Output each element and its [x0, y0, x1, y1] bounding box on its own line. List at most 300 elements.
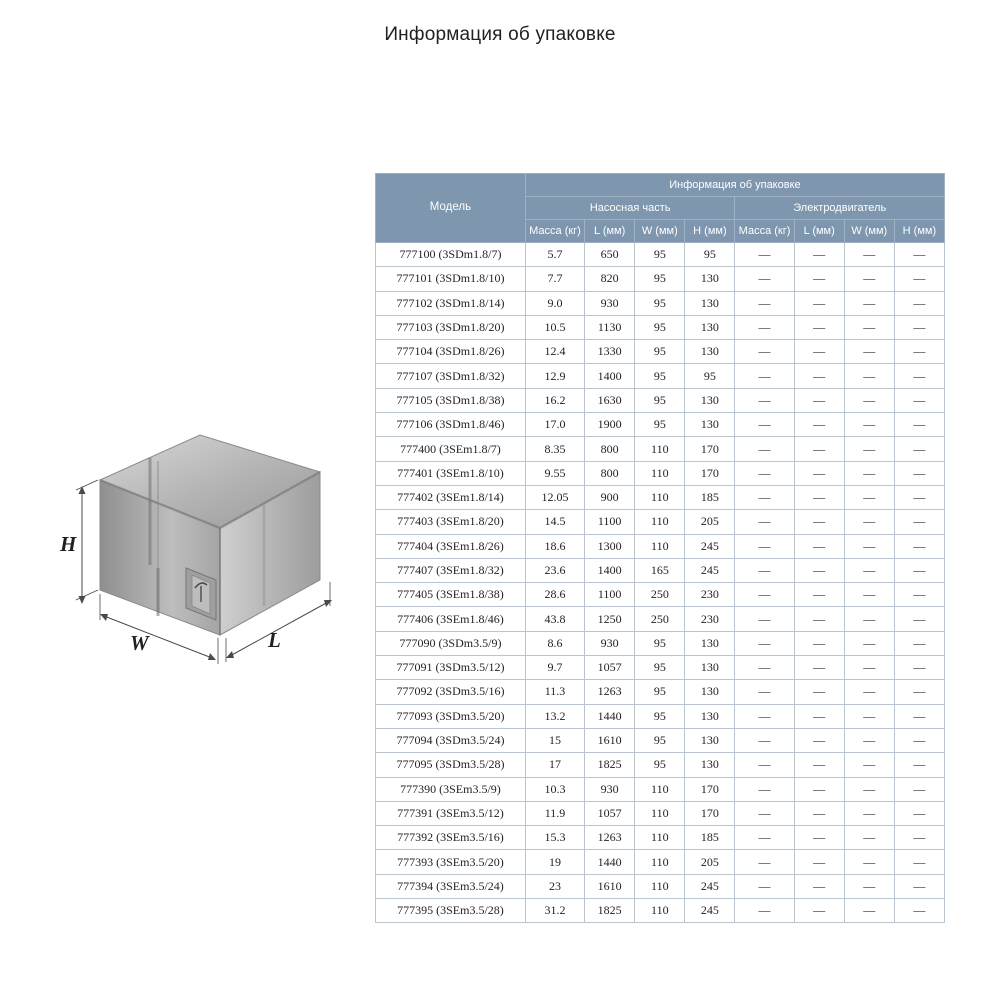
cell-pump-l: 1263: [585, 680, 635, 704]
l-arrow-left: [226, 651, 234, 658]
cell-motor-mass: —: [735, 340, 794, 364]
cell-pump-h: 130: [685, 413, 735, 437]
header-group-pump: Насосная часть: [525, 197, 735, 220]
cell-pump-mass: 23.6: [525, 558, 584, 582]
cell-model: 777105 (3SDm1.8/38): [376, 388, 526, 412]
cell-motor-mass: —: [735, 631, 794, 655]
cell-model: 777101 (3SDm1.8/10): [376, 267, 526, 291]
cell-motor-w: —: [844, 753, 894, 777]
cell-pump-w: 95: [635, 680, 685, 704]
cell-motor-h: —: [894, 364, 944, 388]
cell-pump-w: 165: [635, 558, 685, 582]
cell-pump-w: 95: [635, 364, 685, 388]
cell-motor-l: —: [794, 631, 844, 655]
cell-pump-l: 1400: [585, 558, 635, 582]
cell-pump-l: 800: [585, 437, 635, 461]
cell-pump-h: 185: [685, 485, 735, 509]
cell-motor-w: —: [844, 656, 894, 680]
cell-pump-mass: 17.0: [525, 413, 584, 437]
table-row: [376, 728, 945, 752]
cell-pump-l: 800: [585, 461, 635, 485]
cell-pump-mass: 9.55: [525, 461, 584, 485]
header-model: Модель: [376, 174, 526, 243]
cell-pump-l: 650: [585, 243, 635, 267]
cell-motor-mass: —: [735, 704, 794, 728]
table-row: [376, 558, 945, 582]
table-row: [376, 874, 945, 898]
cell-model: 777100 (3SDm1.8/7): [376, 243, 526, 267]
cell-pump-mass: 15: [525, 728, 584, 752]
cell-model: 777393 (3SEm3.5/20): [376, 850, 526, 874]
cell-pump-mass: 17: [525, 753, 584, 777]
cell-pump-mass: 8.6: [525, 631, 584, 655]
cell-pump-mass: 7.7: [525, 267, 584, 291]
cell-model: 777400 (3SEm1.8/7): [376, 437, 526, 461]
cell-pump-w: 110: [635, 801, 685, 825]
cell-motor-h: —: [894, 583, 944, 607]
cell-motor-mass: —: [735, 899, 794, 923]
cell-model: 777392 (3SEm3.5/16): [376, 826, 526, 850]
header-group-title: Информация об упаковке: [525, 174, 944, 197]
cell-motor-mass: —: [735, 826, 794, 850]
cell-motor-mass: —: [735, 558, 794, 582]
cell-pump-l: 1825: [585, 753, 635, 777]
cell-pump-mass: 16.2: [525, 388, 584, 412]
table-row: [376, 461, 945, 485]
cell-pump-h: 245: [685, 899, 735, 923]
cell-motor-w: —: [844, 340, 894, 364]
cell-motor-w: —: [844, 534, 894, 558]
cell-model: 777093 (3SDm3.5/20): [376, 704, 526, 728]
cell-motor-h: —: [894, 753, 944, 777]
cell-motor-l: —: [794, 777, 844, 801]
cell-pump-w: 110: [635, 510, 685, 534]
cell-motor-h: —: [894, 656, 944, 680]
cell-pump-w: 95: [635, 388, 685, 412]
cell-pump-mass: 23: [525, 874, 584, 898]
cell-motor-h: —: [894, 291, 944, 315]
cell-pump-l: 1057: [585, 801, 635, 825]
cell-motor-w: —: [844, 413, 894, 437]
cell-motor-l: —: [794, 704, 844, 728]
cell-pump-l: 900: [585, 485, 635, 509]
table-row: [376, 413, 945, 437]
cell-pump-mass: 43.8: [525, 607, 584, 631]
cell-pump-mass: 11.3: [525, 680, 584, 704]
cell-pump-h: 230: [685, 583, 735, 607]
cell-pump-h: 130: [685, 291, 735, 315]
cell-motor-l: —: [794, 607, 844, 631]
cell-motor-mass: —: [735, 777, 794, 801]
h-guide-bottom: [76, 590, 98, 600]
cell-pump-mass: 13.2: [525, 704, 584, 728]
cell-motor-mass: —: [735, 485, 794, 509]
cell-model: 777407 (3SEm1.8/32): [376, 558, 526, 582]
cell-motor-w: —: [844, 583, 894, 607]
table-row: [376, 534, 945, 558]
cell-model: 777406 (3SEm1.8/46): [376, 607, 526, 631]
cell-motor-h: —: [894, 437, 944, 461]
cell-motor-mass: —: [735, 364, 794, 388]
cell-motor-w: —: [844, 850, 894, 874]
header-motor-l: L (мм): [794, 220, 844, 243]
cell-pump-w: 95: [635, 315, 685, 339]
cell-motor-l: —: [794, 315, 844, 339]
cell-pump-w: 95: [635, 728, 685, 752]
cell-motor-l: —: [794, 850, 844, 874]
table-row: [376, 437, 945, 461]
cell-pump-mass: 11.9: [525, 801, 584, 825]
cell-model: 777402 (3SEm1.8/14): [376, 485, 526, 509]
cell-motor-l: —: [794, 656, 844, 680]
table-row: [376, 485, 945, 509]
cell-motor-mass: —: [735, 656, 794, 680]
cell-pump-h: 170: [685, 437, 735, 461]
cell-motor-w: —: [844, 680, 894, 704]
cell-pump-w: 250: [635, 607, 685, 631]
cell-motor-w: —: [844, 243, 894, 267]
header-pump-mass: Масса (кг): [525, 220, 584, 243]
cell-motor-mass: —: [735, 583, 794, 607]
cell-pump-l: 1057: [585, 656, 635, 680]
cell-motor-h: —: [894, 899, 944, 923]
cell-motor-w: —: [844, 291, 894, 315]
cell-motor-w: —: [844, 485, 894, 509]
cell-pump-w: 110: [635, 850, 685, 874]
cell-pump-mass: 12.4: [525, 340, 584, 364]
cell-motor-w: —: [844, 704, 894, 728]
cell-pump-l: 1610: [585, 728, 635, 752]
cell-pump-h: 95: [685, 364, 735, 388]
cell-motor-l: —: [794, 243, 844, 267]
cell-pump-h: 130: [685, 631, 735, 655]
header-pump-w: W (мм): [635, 220, 685, 243]
cell-motor-h: —: [894, 607, 944, 631]
table-row: [376, 607, 945, 631]
cell-motor-l: —: [794, 558, 844, 582]
cell-pump-h: 170: [685, 461, 735, 485]
cell-model: 777102 (3SDm1.8/14): [376, 291, 526, 315]
cell-motor-mass: —: [735, 437, 794, 461]
table-body: [376, 243, 945, 923]
table-header-row-1: [376, 174, 945, 197]
cell-pump-h: 130: [685, 753, 735, 777]
cell-pump-w: 110: [635, 874, 685, 898]
table-row: [376, 656, 945, 680]
table-row: [376, 291, 945, 315]
cell-pump-mass: 18.6: [525, 534, 584, 558]
cell-pump-w: 95: [635, 340, 685, 364]
cell-pump-mass: 15.3: [525, 826, 584, 850]
cell-pump-mass: 12.9: [525, 364, 584, 388]
cell-pump-h: 170: [685, 801, 735, 825]
cell-model: 777401 (3SEm1.8/10): [376, 461, 526, 485]
cell-model: 777107 (3SDm1.8/32): [376, 364, 526, 388]
cell-motor-w: —: [844, 607, 894, 631]
page-title: Информация об упаковке: [384, 24, 616, 45]
cell-motor-h: —: [894, 243, 944, 267]
cell-motor-l: —: [794, 267, 844, 291]
cell-motor-w: —: [844, 558, 894, 582]
cell-motor-l: —: [794, 510, 844, 534]
cell-motor-l: —: [794, 583, 844, 607]
header-group-motor: Электродвигатель: [735, 197, 945, 220]
cell-pump-h: 185: [685, 826, 735, 850]
cell-motor-l: —: [794, 291, 844, 315]
cell-motor-h: —: [894, 704, 944, 728]
cell-motor-h: —: [894, 826, 944, 850]
cell-pump-h: 170: [685, 777, 735, 801]
cell-pump-l: 1100: [585, 583, 635, 607]
cell-motor-mass: —: [735, 850, 794, 874]
cell-motor-mass: —: [735, 267, 794, 291]
packaging-table: [375, 173, 945, 923]
cell-motor-l: —: [794, 680, 844, 704]
cell-motor-w: —: [844, 364, 894, 388]
cell-motor-h: —: [894, 777, 944, 801]
cell-pump-h: 130: [685, 704, 735, 728]
carton-box-illustration: [40, 420, 360, 680]
table-row: [376, 340, 945, 364]
cell-motor-w: —: [844, 315, 894, 339]
cell-model: 777091 (3SDm3.5/12): [376, 656, 526, 680]
cell-model: 777106 (3SDm1.8/46): [376, 413, 526, 437]
cell-model: 777090 (3SDm3.5/9): [376, 631, 526, 655]
header-motor-mass: Масса (кг): [735, 220, 794, 243]
cell-motor-w: —: [844, 437, 894, 461]
cell-pump-h: 245: [685, 534, 735, 558]
cell-pump-l: 1630: [585, 388, 635, 412]
cell-motor-l: —: [794, 753, 844, 777]
cell-pump-mass: 31.2: [525, 899, 584, 923]
table-row: [376, 899, 945, 923]
cell-model: 777391 (3SEm3.5/12): [376, 801, 526, 825]
cell-pump-w: 95: [635, 291, 685, 315]
table-row: [376, 850, 945, 874]
cell-model: 777094 (3SDm3.5/24): [376, 728, 526, 752]
cell-motor-h: —: [894, 315, 944, 339]
table-row: [376, 680, 945, 704]
cell-motor-w: —: [844, 728, 894, 752]
cell-pump-l: 1300: [585, 534, 635, 558]
l-label: L: [268, 628, 281, 652]
carton-box-svg: [40, 420, 360, 680]
table-row: [376, 631, 945, 655]
cell-model: 777404 (3SEm1.8/26): [376, 534, 526, 558]
cell-pump-l: 1825: [585, 899, 635, 923]
cell-motor-w: —: [844, 631, 894, 655]
cell-pump-mass: 28.6: [525, 583, 584, 607]
cell-pump-h: 130: [685, 680, 735, 704]
cell-motor-h: —: [894, 413, 944, 437]
cell-pump-mass: 12.05: [525, 485, 584, 509]
cell-motor-l: —: [794, 437, 844, 461]
cell-pump-h: 130: [685, 388, 735, 412]
cell-motor-w: —: [844, 801, 894, 825]
cell-motor-h: —: [894, 801, 944, 825]
cell-pump-l: 1263: [585, 826, 635, 850]
table-row: [376, 510, 945, 534]
cell-pump-l: 1610: [585, 874, 635, 898]
table-row: [376, 267, 945, 291]
cell-motor-w: —: [844, 777, 894, 801]
cell-pump-mass: 14.5: [525, 510, 584, 534]
cell-pump-w: 95: [635, 243, 685, 267]
cell-pump-w: 110: [635, 826, 685, 850]
cell-model: 777390 (3SEm3.5/9): [376, 777, 526, 801]
cell-motor-h: —: [894, 850, 944, 874]
cell-pump-l: 1440: [585, 704, 635, 728]
cell-motor-l: —: [794, 388, 844, 412]
cell-motor-mass: —: [735, 291, 794, 315]
cell-motor-w: —: [844, 267, 894, 291]
cell-model: 777394 (3SEm3.5/24): [376, 874, 526, 898]
cell-pump-h: 205: [685, 510, 735, 534]
table-row: [376, 704, 945, 728]
header-pump-h: H (мм): [685, 220, 735, 243]
cell-pump-l: 820: [585, 267, 635, 291]
cell-pump-w: 95: [635, 753, 685, 777]
table-row: [376, 388, 945, 412]
cell-pump-w: 250: [635, 583, 685, 607]
cell-motor-mass: —: [735, 534, 794, 558]
cell-pump-mass: 9.7: [525, 656, 584, 680]
cell-pump-l: 1400: [585, 364, 635, 388]
cell-model: 777395 (3SEm3.5/28): [376, 899, 526, 923]
cell-motor-h: —: [894, 340, 944, 364]
cell-pump-mass: 9.0: [525, 291, 584, 315]
cell-motor-mass: —: [735, 510, 794, 534]
cell-pump-w: 110: [635, 461, 685, 485]
cell-motor-mass: —: [735, 461, 794, 485]
cell-model: 777095 (3SDm3.5/28): [376, 753, 526, 777]
cell-pump-w: 110: [635, 534, 685, 558]
table-row: [376, 826, 945, 850]
cell-pump-h: 130: [685, 340, 735, 364]
cell-motor-h: —: [894, 388, 944, 412]
table-row: [376, 315, 945, 339]
table-row: [376, 801, 945, 825]
cell-motor-mass: —: [735, 728, 794, 752]
cell-pump-l: 930: [585, 777, 635, 801]
w-arrow-left: [100, 614, 108, 621]
table-row: [376, 364, 945, 388]
cell-motor-w: —: [844, 826, 894, 850]
cell-pump-w: 95: [635, 267, 685, 291]
cell-pump-l: 930: [585, 291, 635, 315]
cell-pump-l: 1100: [585, 510, 635, 534]
cell-pump-l: 1900: [585, 413, 635, 437]
cell-motor-w: —: [844, 388, 894, 412]
h-guide-top: [76, 480, 98, 490]
cell-motor-mass: —: [735, 801, 794, 825]
cell-motor-h: —: [894, 874, 944, 898]
cell-pump-w: 110: [635, 437, 685, 461]
cell-pump-l: 1250: [585, 607, 635, 631]
cell-motor-w: —: [844, 510, 894, 534]
header-pump-l: L (мм): [585, 220, 635, 243]
cell-pump-w: 110: [635, 777, 685, 801]
cell-motor-l: —: [794, 340, 844, 364]
cell-motor-l: —: [794, 826, 844, 850]
cell-pump-w: 95: [635, 413, 685, 437]
cell-pump-l: 930: [585, 631, 635, 655]
cell-motor-w: —: [844, 874, 894, 898]
table-row: [376, 243, 945, 267]
cell-pump-w: 110: [635, 899, 685, 923]
cell-pump-l: 1440: [585, 850, 635, 874]
cell-pump-w: 110: [635, 485, 685, 509]
cell-motor-mass: —: [735, 680, 794, 704]
cell-motor-mass: —: [735, 413, 794, 437]
cell-pump-h: 130: [685, 315, 735, 339]
cell-motor-h: —: [894, 510, 944, 534]
cell-pump-mass: 5.7: [525, 243, 584, 267]
cell-pump-h: 245: [685, 558, 735, 582]
cell-motor-mass: —: [735, 753, 794, 777]
cell-motor-h: —: [894, 728, 944, 752]
cell-motor-mass: —: [735, 874, 794, 898]
cell-motor-mass: —: [735, 607, 794, 631]
cell-model: 777092 (3SDm3.5/16): [376, 680, 526, 704]
cell-motor-l: —: [794, 728, 844, 752]
cell-motor-h: —: [894, 485, 944, 509]
cell-pump-w: 95: [635, 704, 685, 728]
h-label: H: [60, 532, 77, 556]
table-row: [376, 583, 945, 607]
cell-pump-h: 95: [685, 243, 735, 267]
l-arrow-right: [324, 600, 332, 607]
cell-pump-h: 205: [685, 850, 735, 874]
cell-motor-mass: —: [735, 388, 794, 412]
cell-model: 777403 (3SEm1.8/20): [376, 510, 526, 534]
cell-motor-h: —: [894, 631, 944, 655]
cell-model: 777405 (3SEm1.8/38): [376, 583, 526, 607]
cell-motor-h: —: [894, 461, 944, 485]
cell-pump-mass: 8.35: [525, 437, 584, 461]
cell-pump-h: 130: [685, 656, 735, 680]
cell-pump-h: 130: [685, 728, 735, 752]
cell-pump-w: 95: [635, 631, 685, 655]
cell-motor-mass: —: [735, 243, 794, 267]
cell-pump-mass: 10.3: [525, 777, 584, 801]
cell-pump-h: 130: [685, 267, 735, 291]
cell-pump-l: 1330: [585, 340, 635, 364]
header-motor-w: W (мм): [844, 220, 894, 243]
cell-motor-l: —: [794, 413, 844, 437]
cell-motor-mass: —: [735, 315, 794, 339]
table-row: [376, 777, 945, 801]
cell-motor-l: —: [794, 461, 844, 485]
cell-pump-mass: 10.5: [525, 315, 584, 339]
cell-pump-mass: 19: [525, 850, 584, 874]
cell-pump-w: 95: [635, 656, 685, 680]
cell-motor-l: —: [794, 874, 844, 898]
cell-model: 777104 (3SDm1.8/26): [376, 340, 526, 364]
w-arrow-right: [208, 653, 216, 660]
cell-model: 777103 (3SDm1.8/20): [376, 315, 526, 339]
table-row: [376, 753, 945, 777]
cell-motor-w: —: [844, 899, 894, 923]
cell-motor-h: —: [894, 534, 944, 558]
cell-motor-l: —: [794, 899, 844, 923]
cell-pump-h: 230: [685, 607, 735, 631]
table-head: [376, 174, 945, 243]
cell-motor-l: —: [794, 364, 844, 388]
cell-motor-h: —: [894, 267, 944, 291]
cell-motor-w: —: [844, 461, 894, 485]
cell-pump-l: 1130: [585, 315, 635, 339]
